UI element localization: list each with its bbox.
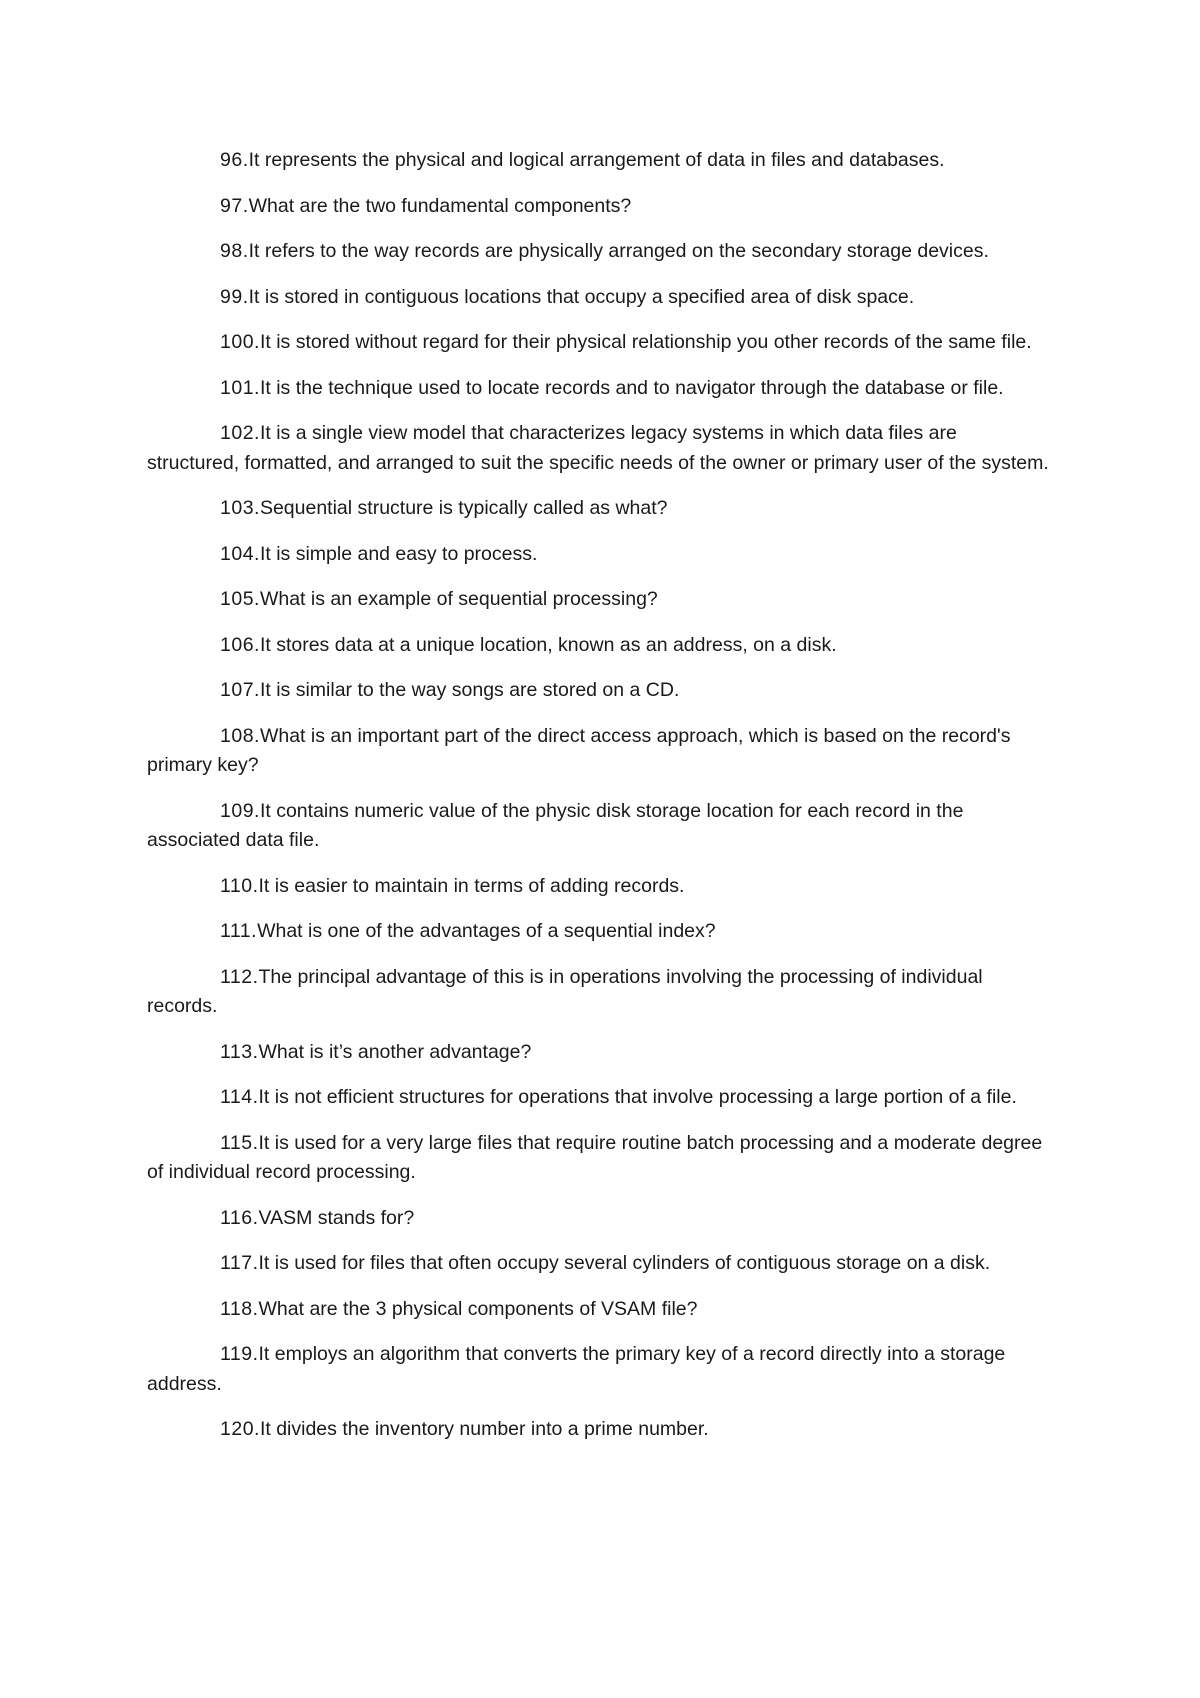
question-number: 102. (220, 422, 260, 444)
question-number: 99. (220, 285, 249, 308)
question-number: 101. (220, 376, 260, 399)
question-number: 104. (220, 542, 260, 565)
question-text: VASM stands for? (258, 1206, 415, 1229)
question-number: 119. (220, 1343, 259, 1365)
question-98 (147, 237, 1052, 267)
question-110 (147, 872, 1052, 902)
question-101 (147, 374, 1052, 404)
question-105 (147, 585, 1052, 615)
question-text: The principal advantage of this is in operations involving the processing of individual records. (147, 965, 983, 1017)
question-number: 109. (220, 799, 260, 822)
question-number: 103. (220, 497, 260, 519)
question-100 (147, 328, 1052, 358)
question-119 (147, 1340, 1052, 1399)
question-text: What is an example of sequential processing? (259, 588, 658, 610)
question-number: 105. (220, 588, 260, 610)
question-number: 106. (220, 633, 260, 656)
question-text: It is used for a very large files that require routine batch processing and a moderate degree of individual record processing. (147, 1131, 1043, 1183)
question-text: It is used for files that often occupy several cylinders of contiguous storage on a disk. (258, 1252, 991, 1274)
question-number: 117. (220, 1252, 259, 1274)
question-number: 118. (220, 1297, 259, 1320)
question-text: It is easier to maintain in terms of adding records. (258, 874, 685, 897)
question-text: What is one of the advantages of a sequential index? (257, 920, 716, 942)
question-115 (147, 1129, 1052, 1188)
question-text: It is similar to the way songs are stored on a CD. (259, 679, 680, 701)
question-number: 112. (220, 965, 259, 988)
question-102 (147, 419, 1052, 478)
question-text: It is not efficient structures for operations that involve processing a large portion of a file. (258, 1086, 1017, 1108)
question-text: It divides the inventory number into a prime number. (259, 1418, 709, 1440)
question-109 (147, 797, 1052, 856)
question-number: 120. (220, 1418, 260, 1440)
question-text: It is simple and easy to process. (259, 542, 538, 565)
question-text: It is stored without regard for their physical relationship you other records of the same file. (259, 331, 1032, 353)
question-106 (147, 631, 1052, 661)
question-111 (147, 917, 1052, 947)
question-text: It refers to the way records are physically arranged on the secondary storage devices. (248, 240, 989, 262)
question-number: 115. (220, 1131, 259, 1154)
question-list (147, 146, 1052, 1461)
question-118 (147, 1295, 1052, 1325)
question-number: 110. (220, 874, 259, 897)
question-108 (147, 722, 1052, 781)
question-number: 97. (220, 194, 249, 217)
question-107 (147, 676, 1052, 706)
question-text: It employs an algorithm that converts the primary key of a record directly into a storage address. (147, 1343, 1006, 1395)
question-text: It stores data at a unique location, known as an address, on a disk. (259, 633, 837, 656)
question-number: 96. (220, 149, 249, 171)
question-number: 98. (220, 240, 249, 262)
question-113 (147, 1038, 1052, 1068)
question-text: It contains numeric value of the physic disk storage location for each record in the associated data file. (147, 799, 964, 851)
question-text: What are the two fundamental components? (248, 194, 632, 217)
question-number: 116. (220, 1206, 259, 1229)
question-number: 114. (220, 1086, 259, 1108)
question-number: 111. (220, 920, 258, 942)
question-number: 113. (220, 1040, 259, 1063)
question-number: 107. (220, 679, 260, 701)
question-text: What is an important part of the direct access approach, which is based on the record's primary key? (147, 724, 1011, 776)
question-text: Sequential structure is typically called as what? (259, 497, 668, 519)
question-text: What are the 3 physical components of VSAM file? (258, 1297, 698, 1320)
question-120 (147, 1415, 1052, 1445)
question-116 (147, 1204, 1052, 1234)
question-number: 100. (220, 331, 260, 353)
question-114 (147, 1083, 1052, 1113)
question-104 (147, 540, 1052, 570)
question-97 (147, 192, 1052, 222)
question-text: It is stored in contiguous locations that occupy a specified area of disk space. (248, 285, 915, 308)
question-text: It is the technique used to locate records and to navigator through the database or file. (259, 376, 1004, 399)
question-text: It is a single view model that characterizes legacy systems in which data files are structured, formatted, and arranged to suit the specific needs of the owner or primary user of the system. (147, 422, 1049, 474)
question-117 (147, 1249, 1052, 1279)
question-103 (147, 494, 1052, 524)
question-text: It represents the physical and logical arrangement of data in files and databases. (248, 149, 945, 171)
question-number: 108. (220, 724, 260, 747)
question-text: What is it’s another advantage? (258, 1040, 532, 1063)
question-112 (147, 963, 1052, 1022)
question-96 (147, 146, 1052, 176)
question-99 (147, 283, 1052, 313)
